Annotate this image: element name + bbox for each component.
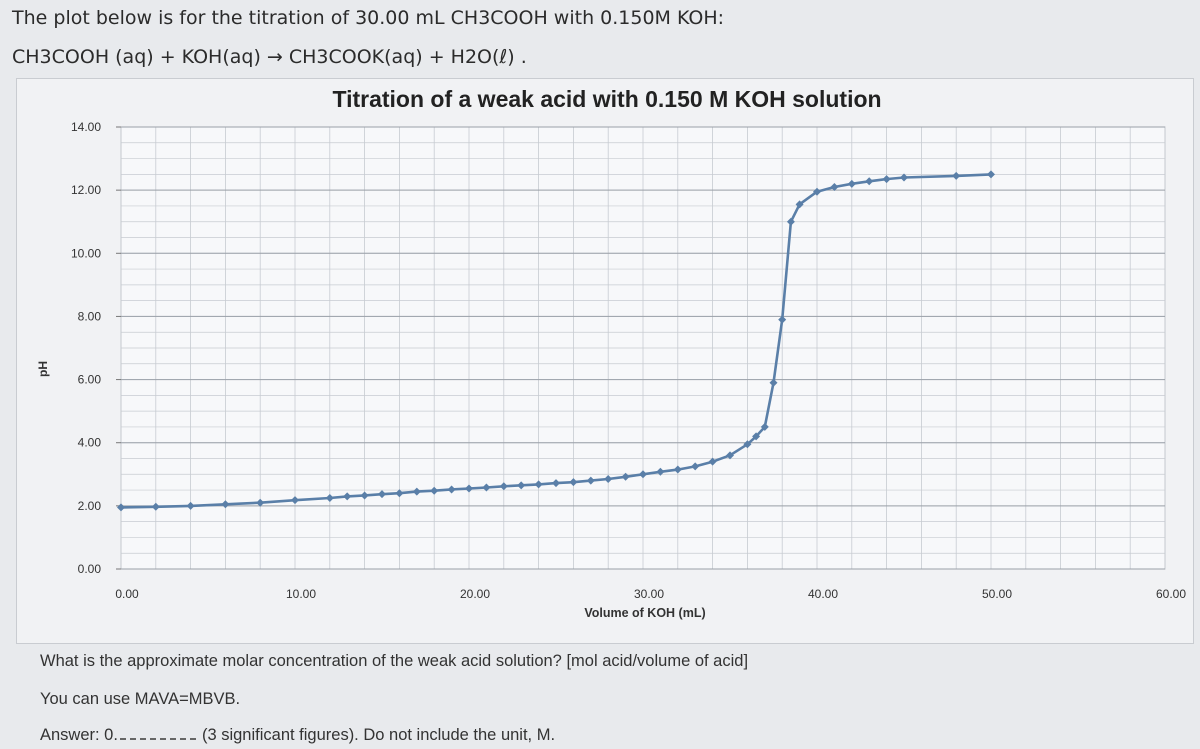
- y-tick-label: 0.00: [77, 562, 101, 576]
- x-tick-label: 0.00: [115, 587, 139, 601]
- x-tick-label: 50.00: [981, 587, 1013, 601]
- chart-frame: [16, 78, 1194, 644]
- x-tick-label: 60.00: [1155, 587, 1187, 601]
- answer-prefix: Answer: 0.: [40, 726, 118, 744]
- y-tick-label: 6.00: [77, 372, 101, 387]
- y-tick-label: 2.00: [77, 498, 101, 513]
- x-tick-label: 40.00: [807, 587, 839, 601]
- reaction-equation: CH3COOH (aq) + KOH(aq) → CH3COOK(aq) + H2O(ℓ) .: [12, 46, 527, 68]
- x-tick-label: 30.00: [633, 587, 665, 601]
- answer-line: [40, 726, 555, 745]
- x-tick-label: 20.00: [459, 587, 491, 601]
- y-axis-label: pH: [36, 361, 50, 377]
- x-tick-label: 10.00: [285, 587, 317, 601]
- answer-instructions: (3 significant figures). Do not include the unit, M.: [201, 726, 556, 744]
- formula-hint: You can use MAVA=MBVB.: [40, 690, 241, 708]
- titration-chart: [17, 79, 1193, 643]
- y-tick-label: 14.00: [70, 120, 101, 134]
- answer-blank[interactable]: [120, 737, 196, 740]
- x-axis-label: Volume of KOH (mL): [584, 606, 706, 620]
- chart-title: Titration of a weak acid with 0.150 M KOH solution: [332, 86, 882, 112]
- y-tick-label: 4.00: [77, 435, 101, 450]
- problem-statement: The plot below is for the titration of 30.00 mL CH3COOH with 0.150M KOH:: [12, 7, 725, 29]
- y-tick-label: 8.00: [77, 309, 101, 324]
- y-tick-label: 10.00: [70, 246, 101, 261]
- question-text: What is the approximate molar concentration of the weak acid solution? [mol acid/volume of acid]: [40, 652, 749, 670]
- y-tick-label: 12.00: [70, 183, 101, 198]
